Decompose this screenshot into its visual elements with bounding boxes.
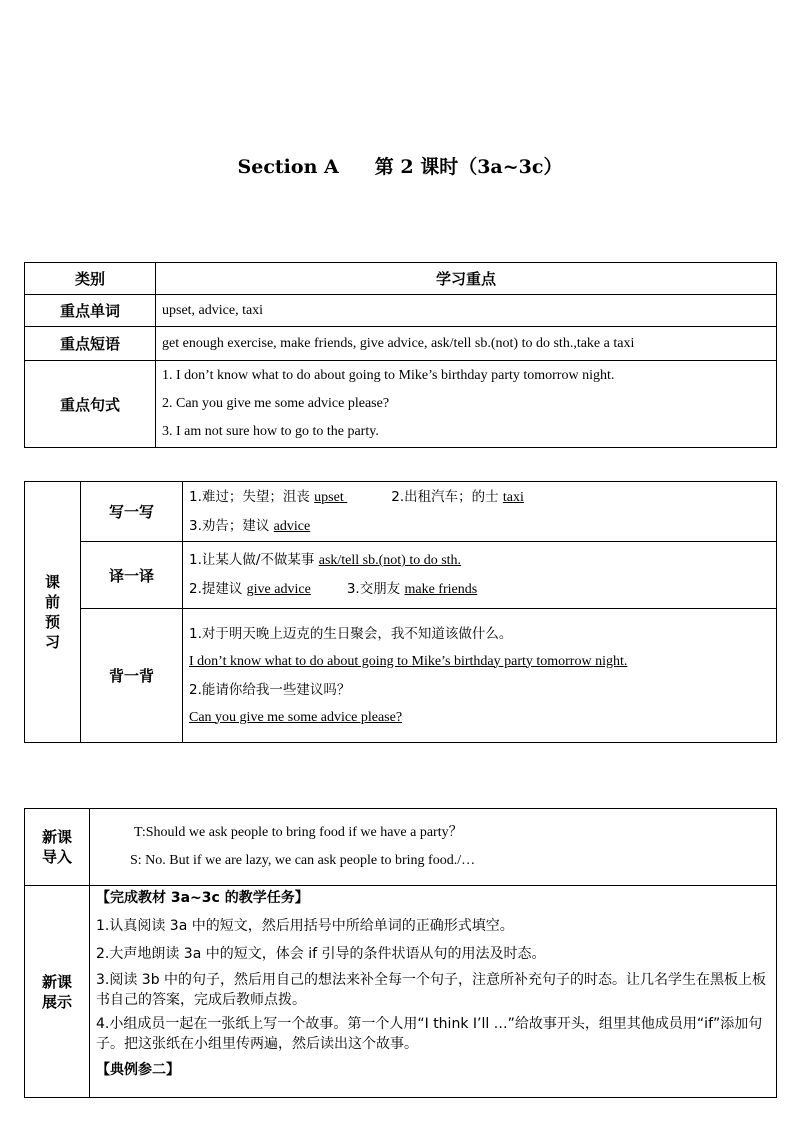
write-content: 1.难过；失望；沮丧 upset 2.出租汽车；的士 taxi 3.劝告；建议 advice xyxy=(183,482,777,542)
sentence-3: 3. I am not sure how to go to the party. xyxy=(162,424,379,439)
intro-line-2: S: No. But if we are lazy, we can ask people to bring food./… xyxy=(130,853,476,868)
answer-make-friends: make friends xyxy=(404,582,478,597)
intro-label: 新课 导入 xyxy=(25,809,90,886)
row-label-sentences: 重点句式 xyxy=(25,361,156,448)
present-item-2: 2.大声地朗读 3a 中的短文，体会 if 引导的条件状语从句的用法及时态。 xyxy=(96,946,546,962)
present-item-3: 3.阅读 3b 中的句子，然后用自己的想法来补全每一个句子，注意所补充句子的时态。让几名学生在黑板上板书自己的答案，完成后教师点拨。 xyxy=(96,972,767,1008)
present-content xyxy=(90,886,777,1098)
present-item-4: 4.小组成员一起在一张纸上写一个故事。第一个人用“I think I’ll …”给故事开头，组里其他成员用“if”添加句子。把这张纸在小组里传两遍，然后读出这个故事。 xyxy=(96,1016,763,1052)
translate-label: 译一译 xyxy=(81,542,183,609)
present-heading: 【完成教材 3a~3c 的教学任务】 xyxy=(96,890,309,906)
row-content-sentences xyxy=(156,361,777,448)
intro-content xyxy=(90,809,777,886)
present-example: 【典例参二】 xyxy=(96,1062,180,1078)
header-focus: 学习重点 xyxy=(156,263,777,295)
recite-content: 1.对于明天晚上迈克的生日聚会，我不知道该做什么。 I don’t know what to do about going to Mike’s birthday party tomorrow night. 2.能请你给我一些建议吗？ Can you give me some advice please? xyxy=(183,609,777,743)
recite-label: 背一背 xyxy=(81,609,183,743)
recite-answer-1: I don’t know what to do about going to Mike’s birthday party tomorrow night. xyxy=(189,653,628,669)
answer-taxi: taxi xyxy=(502,489,524,505)
focus-table xyxy=(24,262,777,448)
title-lesson: 第 2 课时（3a~3c） xyxy=(374,156,563,178)
present-label: 新课 展示 xyxy=(25,886,90,1098)
preview-table xyxy=(24,481,777,743)
write-label: 写一写 xyxy=(81,482,183,542)
preview-side-label: 课 前 预 习 xyxy=(25,482,81,743)
page-title xyxy=(0,152,800,179)
row-content-words: upset, advice, taxi xyxy=(156,295,777,327)
sentence-2: 2. Can you give me some advice please? xyxy=(162,396,390,411)
intro-line-1: T:Should we ask people to bring food if we have a party？ xyxy=(134,825,463,840)
translate-content: 1.让某人做/不做某事 ask/tell sb.(not) to do sth. 2.提建议 give advice 3.交朋友 make friends xyxy=(183,542,777,609)
recite-answer-2: Can you give me some advice please? xyxy=(189,709,403,725)
title-section: Section A xyxy=(237,156,339,178)
sentence-1: 1. I don’t know what to do about going to Mike’s birthday party tomorrow night. xyxy=(162,368,615,383)
answer-upset: upset xyxy=(314,489,348,505)
present-item-1: 1.认真阅读 3a 中的短文，然后用括号中所给单词的正确形式填空。 xyxy=(96,918,514,934)
row-content-phrases: get enough exercise, make friends, give advice, ask/tell sb.(not) to do sth.,take a taxi xyxy=(156,327,777,361)
row-label-phrases: 重点短语 xyxy=(25,327,156,361)
answer-give-advice: give advice xyxy=(246,582,311,597)
lesson-table xyxy=(24,808,777,1098)
header-category: 类别 xyxy=(25,263,156,295)
answer-ask-tell: ask/tell sb.(not) to do sth. xyxy=(318,553,462,568)
answer-advice: advice xyxy=(273,518,311,534)
row-label-words: 重点单词 xyxy=(25,295,156,327)
